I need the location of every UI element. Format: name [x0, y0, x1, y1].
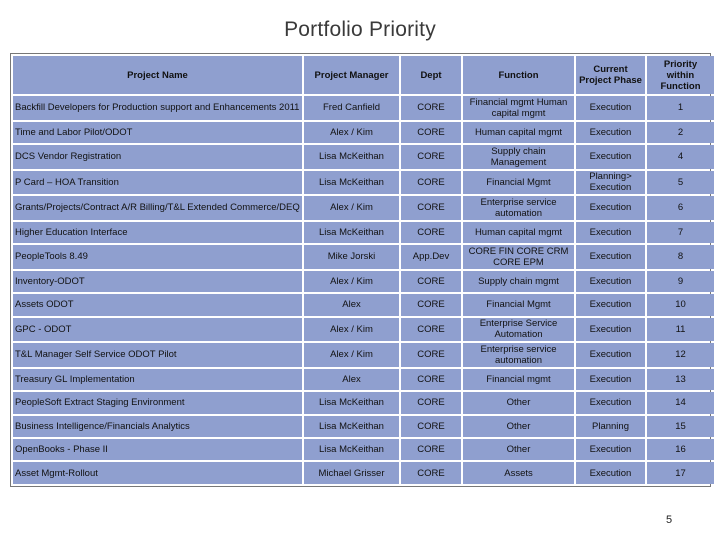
table-row — [13, 222, 714, 243]
cell-project-manager: Alex / Kim — [304, 271, 399, 292]
cell-project-manager: Alex — [304, 294, 399, 315]
cell-priority: 2 — [647, 122, 714, 143]
cell-project-manager: Michael Grisser — [304, 462, 399, 484]
cell-project-name: Asset Mgmt-Rollout — [13, 462, 302, 484]
cell-priority: 15 — [647, 416, 714, 437]
cell-project-name: OpenBooks - Phase II — [13, 439, 302, 460]
cell-project-name: Inventory-ODOT — [13, 271, 302, 292]
cell-dept: CORE — [401, 271, 461, 292]
cell-project-manager: Mike Jorski — [304, 245, 399, 269]
table-row — [13, 122, 714, 143]
cell-dept: CORE — [401, 343, 461, 367]
cell-priority: 1 — [647, 96, 714, 120]
table-row — [13, 171, 714, 195]
cell-project-name: Backfill Developers for Production support and Enhancements 2011 — [13, 96, 302, 120]
header-project-name: Project Name — [13, 56, 302, 94]
cell-priority: 10 — [647, 294, 714, 315]
cell-project-name: Time and Labor Pilot/ODOT — [13, 122, 302, 143]
cell-priority: 17 — [647, 462, 714, 484]
cell-project-manager: Lisa McKeithan — [304, 145, 399, 169]
cell-phase: Execution — [576, 369, 645, 390]
cell-function: Other — [463, 439, 574, 460]
header-current-project-phase: Current Project Phase — [576, 56, 645, 94]
cell-dept: CORE — [401, 462, 461, 484]
table-row — [13, 392, 714, 413]
cell-function: Enterprise Service Automation — [463, 318, 574, 342]
cell-project-manager: Alex — [304, 369, 399, 390]
header-project-manager: Project Manager — [304, 56, 399, 94]
cell-priority: 7 — [647, 222, 714, 243]
table-row — [13, 462, 714, 484]
cell-priority: 13 — [647, 369, 714, 390]
cell-project-name: P Card – HOA Transition — [13, 171, 302, 195]
table-row — [13, 369, 714, 390]
cell-project-name: Higher Education Interface — [13, 222, 302, 243]
header-priority-within-function: Priority within Function — [647, 56, 714, 94]
table-header-row — [13, 56, 714, 94]
cell-priority: 4 — [647, 145, 714, 169]
cell-phase: Execution — [576, 245, 645, 269]
cell-phase: Execution — [576, 462, 645, 484]
cell-phase: Execution — [576, 294, 645, 315]
cell-project-name: PeopleSoft Extract Staging Environment — [13, 392, 302, 413]
cell-project-manager: Fred Canfield — [304, 96, 399, 120]
cell-phase: Execution — [576, 145, 645, 169]
table-row — [13, 196, 714, 220]
cell-priority: 8 — [647, 245, 714, 269]
cell-project-manager: Alex / Kim — [304, 122, 399, 143]
cell-function: Enterprise service automation — [463, 343, 574, 367]
cell-project-name: T&L Manager Self Service ODOT Pilot — [13, 343, 302, 367]
cell-project-manager: Lisa McKeithan — [304, 222, 399, 243]
cell-function: Assets — [463, 462, 574, 484]
cell-priority: 14 — [647, 392, 714, 413]
cell-function: Human capital mgmt — [463, 122, 574, 143]
cell-phase: Execution — [576, 96, 645, 120]
cell-project-name: Assets ODOT — [13, 294, 302, 315]
cell-phase: Planning — [576, 416, 645, 437]
cell-phase: Execution — [576, 392, 645, 413]
cell-priority: 5 — [647, 171, 714, 195]
cell-function: Other — [463, 416, 574, 437]
cell-dept: CORE — [401, 222, 461, 243]
cell-project-manager: Lisa McKeithan — [304, 392, 399, 413]
cell-project-manager: Lisa McKeithan — [304, 171, 399, 195]
portfolio-table-frame — [10, 53, 711, 487]
cell-priority: 12 — [647, 343, 714, 367]
portfolio-priority-table — [11, 54, 716, 486]
table-row — [13, 439, 714, 460]
table-row — [13, 271, 714, 292]
cell-function: Financial mgmt Human capital mgmt — [463, 96, 574, 120]
cell-project-manager: Alex / Kim — [304, 196, 399, 220]
cell-priority: 6 — [647, 196, 714, 220]
cell-dept: CORE — [401, 416, 461, 437]
cell-project-name: Treasury GL Implementation — [13, 369, 302, 390]
header-dept: Dept — [401, 56, 461, 94]
cell-phase: Execution — [576, 196, 645, 220]
cell-dept: App.Dev — [401, 245, 461, 269]
cell-dept: CORE — [401, 96, 461, 120]
cell-function: Supply chain mgmt — [463, 271, 574, 292]
header-function: Function — [463, 56, 574, 94]
cell-dept: CORE — [401, 196, 461, 220]
cell-project-name: GPC - ODOT — [13, 318, 302, 342]
cell-project-manager: Lisa McKeithan — [304, 416, 399, 437]
cell-dept: CORE — [401, 439, 461, 460]
cell-dept: CORE — [401, 171, 461, 195]
cell-function: Human capital mgmt — [463, 222, 574, 243]
cell-dept: CORE — [401, 122, 461, 143]
cell-priority: 9 — [647, 271, 714, 292]
cell-function: Financial mgmt — [463, 369, 574, 390]
cell-phase: Execution — [576, 122, 645, 143]
cell-project-name: DCS Vendor Registration — [13, 145, 302, 169]
cell-phase: Execution — [576, 439, 645, 460]
table-row — [13, 416, 714, 437]
cell-project-manager: Alex / Kim — [304, 318, 399, 342]
cell-phase: Planning> Execution — [576, 171, 645, 195]
cell-dept: CORE — [401, 318, 461, 342]
cell-phase: Execution — [576, 222, 645, 243]
cell-phase: Execution — [576, 271, 645, 292]
cell-function: Supply chain Management — [463, 145, 574, 169]
cell-dept: CORE — [401, 369, 461, 390]
cell-function: Other — [463, 392, 574, 413]
cell-function: CORE FIN CORE CRM CORE EPM — [463, 245, 574, 269]
cell-dept: CORE — [401, 145, 461, 169]
cell-dept: CORE — [401, 392, 461, 413]
page-number: 5 — [666, 514, 673, 526]
cell-project-name: Business Intelligence/Financials Analytics — [13, 416, 302, 437]
cell-priority: 11 — [647, 318, 714, 342]
cell-phase: Execution — [576, 343, 645, 367]
cell-project-manager: Alex / Kim — [304, 343, 399, 367]
table-row — [13, 145, 714, 169]
cell-function: Financial Mgmt — [463, 294, 574, 315]
cell-project-manager: Lisa McKeithan — [304, 439, 399, 460]
table-row — [13, 318, 714, 342]
table-row — [13, 245, 714, 269]
cell-project-name: PeopleTools 8.49 — [13, 245, 302, 269]
cell-function: Enterprise service automation — [463, 196, 574, 220]
table-row — [13, 96, 714, 120]
table-row — [13, 294, 714, 315]
cell-project-name: Grants/Projects/Contract A/R Billing/T&L Extended Commerce/DEQ — [13, 196, 302, 220]
cell-phase: Execution — [576, 318, 645, 342]
cell-priority: 16 — [647, 439, 714, 460]
table-row — [13, 343, 714, 367]
cell-function: Financial Mgmt — [463, 171, 574, 195]
slide-title: Portfolio Priority — [284, 18, 436, 41]
cell-dept: CORE — [401, 294, 461, 315]
